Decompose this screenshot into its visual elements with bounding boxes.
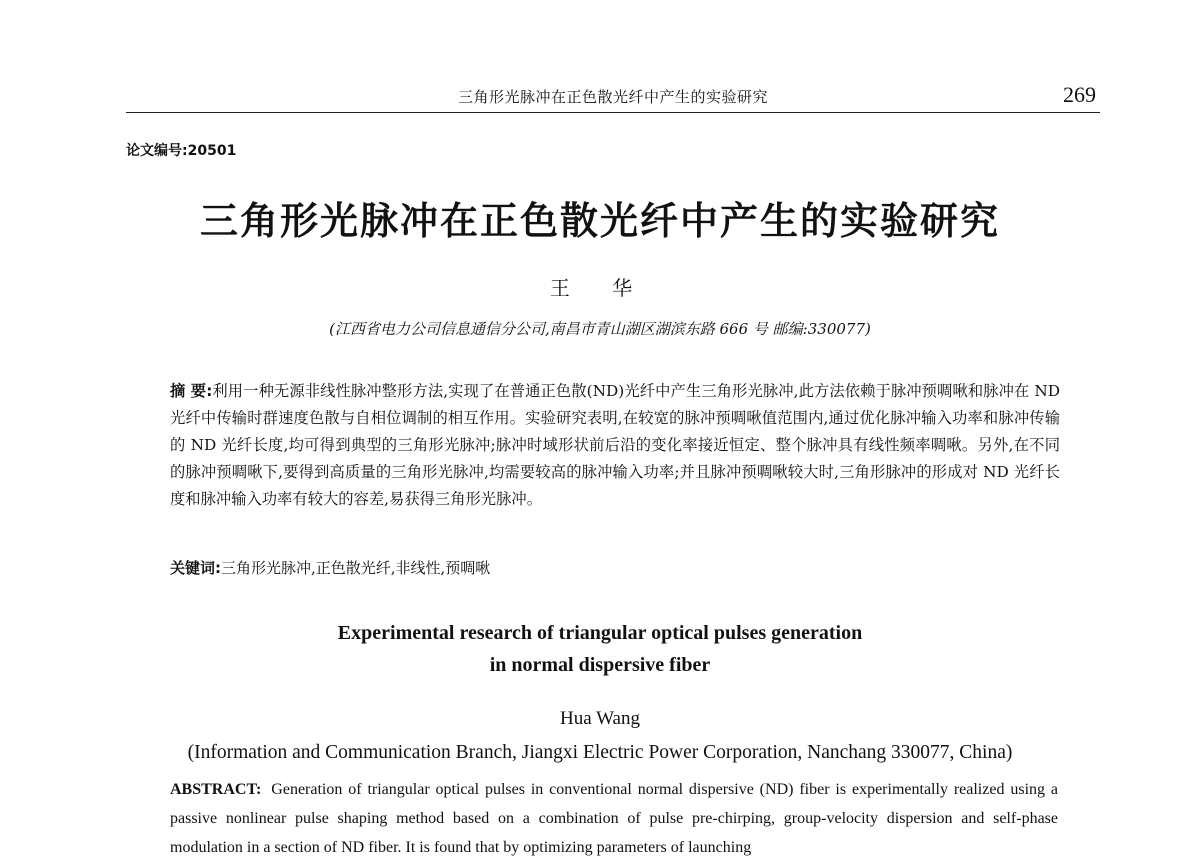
abstract-cn-text: 利用一种无源非线性脉冲整形方法,实现了在普通正色散(ND)光纤中产生三角形光脉冲,此方法依赖于脉冲预啁啾和脉冲在 ND 光纤中传输时群速度色散与自相位调制的相互作用。实验研究表明,在较宽的脉冲预啁啾值范围内,通过优化脉冲输入功率和脉冲传输的 ND 光纤长度,均可得到典型的三角形光脉冲;脉冲时域形状前后沿的变化率接近恒定、整个脉冲具有线性频率啁啾。另外,在不同的脉冲预啁啾下,要得到高质量的三角形光脉冲,均需要较高的脉冲输入功率;并且脉冲预啁啾较大时,三角形脉冲的形成对 ND 光纤长度和脉冲输入功率有较大的容差,易获得三角形光脉冲。 xyxy=(170,382,1060,508)
paper-title-cn: 三角形光脉冲在正色散光纤中产生的实验研究 xyxy=(199,199,1000,243)
affiliation-en: (Information and Communication Branch, Jiangxi Electric Power Corporation, Nanchang 330077, China) xyxy=(187,742,1013,763)
paper-title-en xyxy=(0,617,1200,681)
keywords-cn-text: 三角形光脉冲,正色散光纤,非线性,预啁啾 xyxy=(221,559,491,577)
running-header xyxy=(126,82,1100,113)
author-cn: 王 华 xyxy=(549,276,651,300)
page-number: 269 xyxy=(1063,82,1096,107)
abstract-en-text: Generation of triangular optical pulses in conventional normal dispersive (ND) fiber is experimentally realized using a passive nonlinear pulse shaping method based on a combination of pulse pre-chirping, group-velocity dispersion and self-phase modulation in a section of ND fiber. It is found that by optimizing parameters of launching xyxy=(170,781,1058,856)
paper-title-en-line2: in normal dispersive fiber xyxy=(489,654,711,676)
author-en: Hua Wang xyxy=(560,708,640,729)
keywords-cn-label: 关键词: xyxy=(170,559,221,577)
keywords-cn xyxy=(170,557,1060,578)
running-title: 三角形光脉冲在正色散光纤中产生的实验研究 xyxy=(457,88,768,106)
paper-id: 论文编号:20501 xyxy=(126,143,237,159)
abstract-cn-label: 摘 要: xyxy=(170,382,213,400)
paper-title-en-line1: Experimental research of triangular optical pulses generation xyxy=(337,622,863,644)
abstract-en xyxy=(170,775,1058,862)
abstract-cn xyxy=(170,378,1060,513)
abstract-en-label: ABSTRACT: xyxy=(170,781,262,798)
affiliation-cn: (江西省电力公司信息通信分公司,南昌市青山湖区湖滨东路 666 号 邮编:330077) xyxy=(329,320,871,338)
